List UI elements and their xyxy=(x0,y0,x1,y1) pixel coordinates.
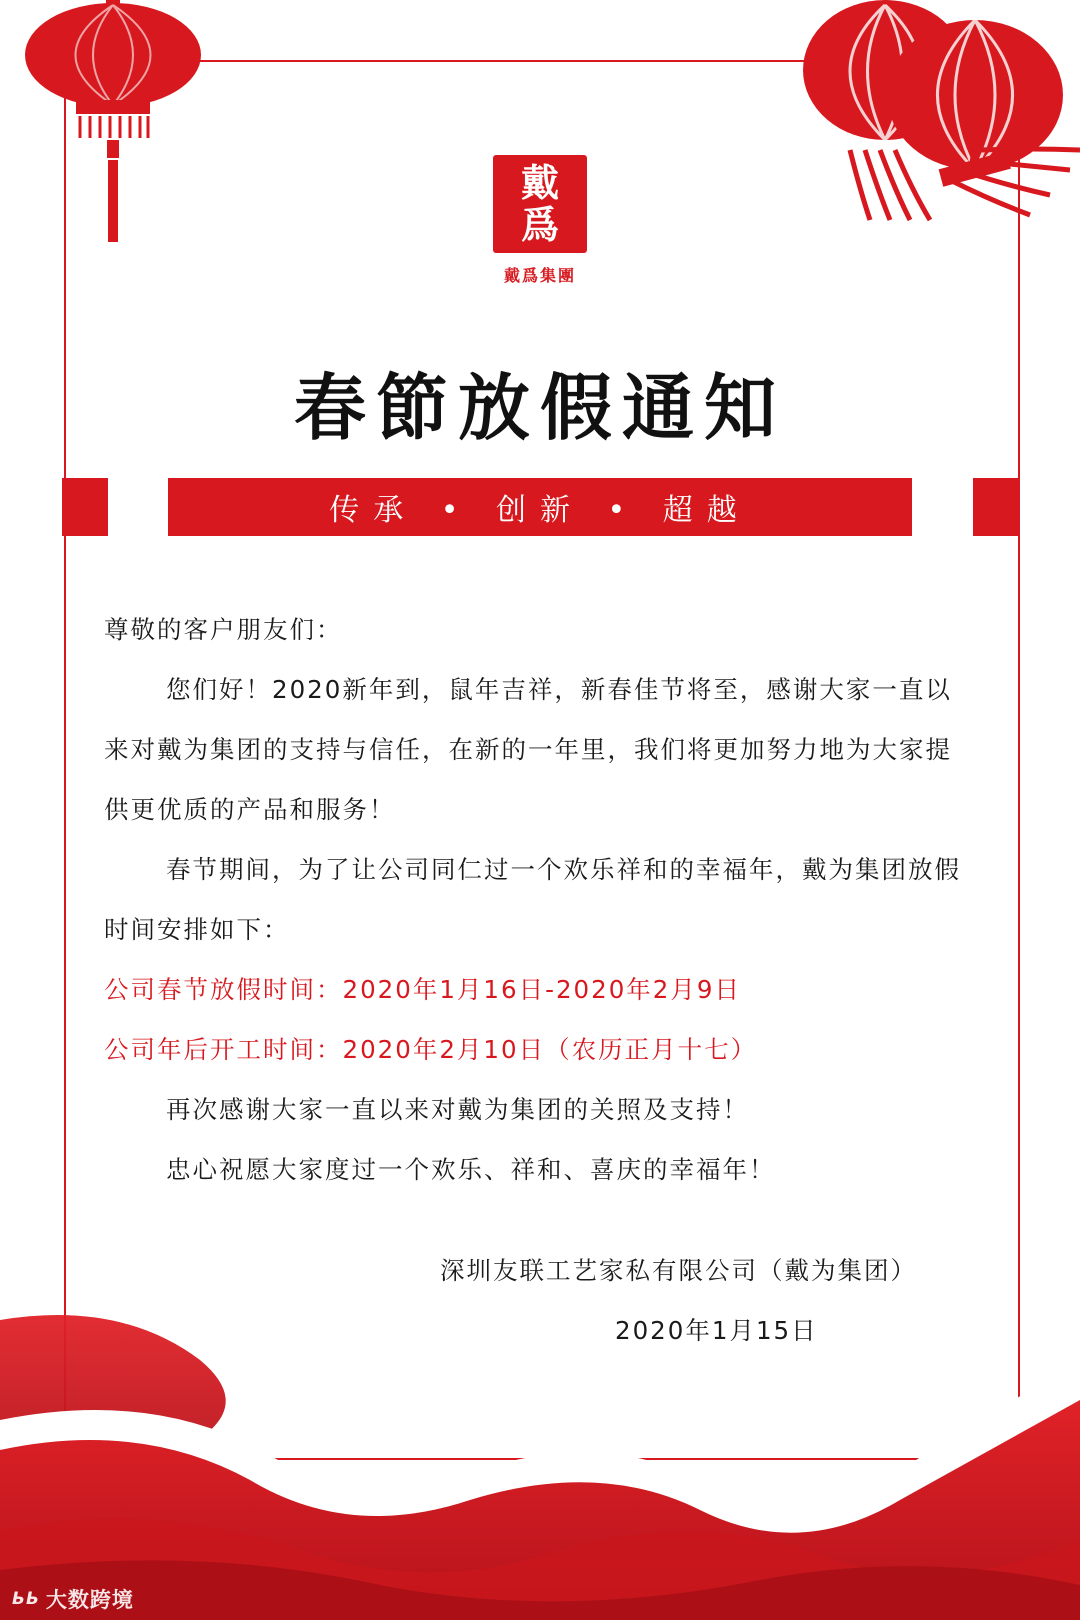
seal-char-1: 戴 xyxy=(520,160,559,205)
holiday-period: 公司春节放假时间：2020年1月16日-2020年2月9日 xyxy=(104,975,741,1004)
banner-side-left xyxy=(62,478,108,536)
page-title: 春節放假通知 xyxy=(293,366,786,450)
greeting: 尊敬的客户朋友们： xyxy=(104,615,343,644)
notice-body xyxy=(104,600,974,1200)
paragraph-greeting: 您们好！2020新年到，鼠年吉祥，新春佳节将至，感谢大家一直以来对戴为集团的支持与信任，在新的一年里，我们将更加努力地为大家提供更优质的产品和服务！ xyxy=(104,675,952,824)
signature-date: 2020年1月15日 xyxy=(615,1316,818,1345)
logo-caption: 戴爲集團 xyxy=(503,266,576,285)
watermark-logo-icon: ЬЬ xyxy=(12,1589,40,1609)
banner-side-right xyxy=(973,478,1019,536)
thanks-line: 再次感谢大家一直以来对戴为集团的关照及支持！ xyxy=(166,1095,749,1124)
resume-date: 公司年后开工时间：2020年2月10日（农历正月十七） xyxy=(104,1035,758,1064)
signature-company: 深圳友联工艺家私有限公司（戴为集团） xyxy=(440,1256,917,1285)
lantern-left-icon xyxy=(18,0,208,250)
seal-char-2: 爲 xyxy=(520,202,559,247)
company-logo xyxy=(490,155,590,286)
decorative-waves xyxy=(0,1300,1080,1620)
lantern-right-icon xyxy=(790,0,1080,240)
slogan-banner: 传承 • 创新 • 超越 xyxy=(168,478,912,536)
wishes-line: 忠心祝愿大家度过一个欢乐、祥和、喜庆的幸福年！ xyxy=(166,1155,776,1184)
paragraph-arrangement: 春节期间，为了让公司同仁过一个欢乐祥和的幸福年，戴为集团放假时间安排如下： xyxy=(104,855,961,944)
watermark xyxy=(12,1584,134,1614)
watermark-text: 大数跨境 xyxy=(45,1588,134,1612)
seal-stamp xyxy=(493,155,587,253)
